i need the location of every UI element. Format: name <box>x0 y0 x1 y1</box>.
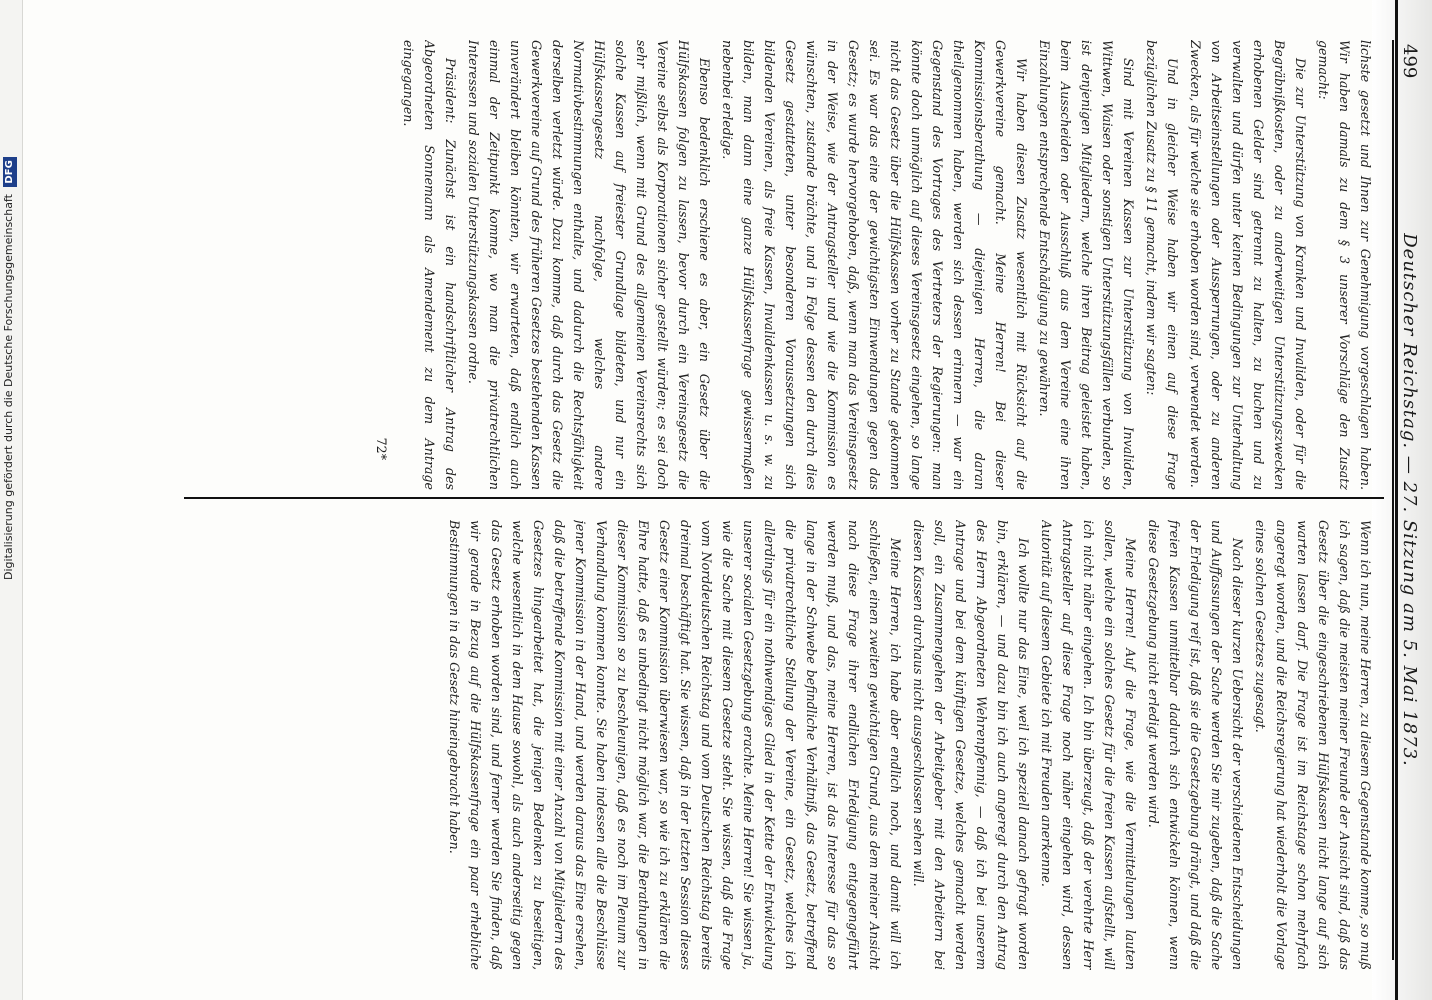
paragraph: Ebenso bedenklich erschiene es aber, ein Gesetz über die Hülfskassen folgen zu lassen, bevor durch ein Vereinsgesetz die Vereine selbst als Korporationen sicher gestellt würden; es sei doch sehr mißlich, wenn mit Grund des allgemeinen Vereinsrechts sich solche Kassen auf freiester Grundlage bildeten, und nur ein Hülfskassengesetz nachfolge, welches andere Normativbestimmungen enthalte, und dadurch die Rechtsfähigkeit derselben verletzt würde. Dazu komme, daß durch das Gesetz die Gewerkvereine auf Grund des früheren Gesetzes bestehenden Kassen unverändert bleiben könnten, wir erwarteten, daß endlich auch einmal der Zeitpunkt komme, wo man die privatrechtlichen Interessen und sozialen Unterstützungskassen ordne. <box>466 40 712 490</box>
running-title: Deutscher Reichstag. — 27. Sitzung am 5. Mai 1873. <box>1399 233 1420 767</box>
paragraph: Und in gleicher Weise haben wir einen auf diese Frage bezüglichen Zusatz zu § 11 gemacht, indem wir sagten: <box>1144 40 1180 490</box>
column-divider <box>184 497 1384 499</box>
paragraph: Wenn ich nun, meine Herren, zu diesem Gegenstande komme, so muß ich sagen, daß die meisten meiner Freunde der Ansicht sind, daß das Gesetz über die eingeschriebenen Hülfskassen nicht lange auf sich warten lassen darf. Die Frage ist im Reichstage schon mehrfach angeregt worden, und die Reichsregierung hat wiederholt die Vorlage eines solchen Gesetzes zugesagt. <box>1253 520 1373 970</box>
paragraph: Ich wollte nur das Eine, weil ich speziell danach gefragt worden bin, erklären, — und dazu bin ich auch angeregt durch den Antrag des Herrn Abgeordneten Wehrenpfennig, — daß ich bei unserem Antrage und bei dem künftigen Gesetze, welches gemacht werden soll, ein Zusammengehen der Arbeitgeber mit den Arbeitern bei diesen Kassen durchaus nicht ausgeschlossen sehen will. <box>911 520 1031 970</box>
credit-text: Digitalisierung gefördert durch die Deutsche Forschungsgemeinschaft <box>2 194 15 580</box>
left-column <box>226 40 1376 490</box>
paragraph: Wir haben diesen Zusatz wesentlich mit Rücksicht auf die Gewerkvereine gemacht. Meine Herren! Bei dieser Kommissionsberathung — diejenigen Herren, die daran theilgenommen haben, werden sich dessen erinnern — war ein Gegenstand des Vortrages des Vertreters der Regierungen: man könnte doch unmöglich auf dieses Vereinsgesetz eingehen, so lange nicht das Gesetz über die Hülfskassen vorher zu Stande gekommen sei. Es war das eine der gewichtigsten Einwendungen gegen das Gesetz; es wurde hervorgehoben, daß, wenn man das Vereinsgesetz in der Weise, wie der Antragsteller und wie die Kommission es wünschten, zustande brächte, und in Folge dessen den durch dies Gesetz gestatteten, unter besonderen Voraussetzungen sich bildenden Vereinen, als freie Kassen, Invalidenkassen u. s. w. zu bilden, man dann eine ganze Hülfskassenfrage gewissermaßen nebenbei erledige. <box>720 40 1029 490</box>
paragraph: Sind mit Vereinen Kassen zur Unterstützung von Invaliden, Wittwen, Waisen oder sonstigen Unterstützungsfällen verbunden, so ist denjenigen Mitgliedern, welche ihren Beitrag geleistet haben, beim Ausscheiden oder Ausschluß aus dem Vereine eine ihren Einzahlungen entsprechende Entschädigung zu gewähren. <box>1037 40 1136 490</box>
sheet-signature: 72* <box>374 437 389 460</box>
page-header <box>1392 40 1424 960</box>
paragraph: Nach dieser kurzen Uebersicht der verschiedenen Entscheidungen und Auffassungen der Sache werden Sie mir zugeben, daß die Sache der Erledigung reif ist, daß sie die Gesetzgebung drängt, und daß die freien Kassen unmittelbar dadurch sich entwickeln können, wenn diese Gesetzgebung nicht erledigt werden wird. <box>1146 520 1245 970</box>
paragraph: Meine Herren, ich habe aber endlich noch, und damit will ich schließen, einen zweiten gewichtigen Grund, aus dem meiner Ansicht nach diese Frage ihrer endlichen Erledigung entgegengeführt werden muß, und das, meine Herren, ist das Interesse für das so lange in der Schwebe befindliche Verhältniß, das Gesetz, betreffend die privatrechtliche Stellung der Vereine, ein Gesetz, welches ich allerdings für ein nothwendiges Glied in der Kette der Entwickelung unserer socialen Gesetzgebung erachte. Meine Herren! Sie wissen ja, wie die Sache mit diesem Gesetze steht. Sie wissen, daß die Frage vom Norddeutschen Reichstag und vom Deutschen Reichstag bereits dreimal beschäftigt hat. Sie wissen, daß in der letzten Session dieses Gesetz einer Kommission überwiesen war, so wie ich zu erklären die Ehre hatte, daß es unbedingt nicht möglich war, die Berathungen in dieser Kommission so zu beschleunigen, daß es noch im Plenum zur Verhandlung kommen konnte. Sie haben indessen alle die Beschlüsse jener Kommission in der Hand, und werden daraus das Eine ersehen, daß die betreffende Kommission mit einer Anzahl von Mitgliedern des Gesetzes hingearbeitet hat, die jenigen Bedenken zu beseitigen, welche wesentlich in dem Hause sowohl, als auch anderseitig gegen das Gesetz erhoben worden sind, und ferner werden Sie finden, daß wir gerade in Bezug auf die Hülfskassenfrage ein paar erhebliche Bestimmungen in das Gesetz hineingebracht haben. <box>447 520 903 970</box>
rotated-page <box>142 0 1432 1000</box>
paragraph: Die zur Unterstützung von Kranken und Invaliden, oder für die Begräbnißkosten, oder zu anderweitigen Unterstützungszwecken erhobenen Gelder sind getrennt zu halten, zu buchen und zu verwalten und dürfen unter keinen Bedingungen zur Unterhaltung von Arbeitseinstellungen oder Aussperrungen, oder zu anderen Zwecken, als für welche sie erhoben worden sind, verwendet werden. <box>1188 40 1308 490</box>
paragraph: Meine Herren! Auf die Frage, wie die Vermittelungen lauten sollen, welche ein solches Gesetz für die freien Kassen aufstellt, will ich nicht näher eingehen. Ich bin überzeugt, daß der verehrte Herr Antragsteller auf diese Frage noch näher eingehen wird, dessen Autorität auf diesem Gebiete ich mit Freuden anerkenne. <box>1039 520 1138 970</box>
president-statement: Präsident: Zunächst ist ein handschriftlicher Antrag des Abgeordneten Sonnemann als Amendement zu dem Antrage eingegangen. <box>401 40 458 490</box>
right-column <box>226 520 1376 970</box>
digitization-credit <box>2 157 16 580</box>
paragraph: lichste gesetzt und Ihnen zur Genehmigung vorgeschlagen haben. Wir haben damals zu dem § 3 unserer Vorschläge den Zusatz gemacht: <box>1316 40 1373 490</box>
page-number: 499 <box>1399 44 1420 79</box>
dfg-logo: DFG <box>3 157 17 186</box>
